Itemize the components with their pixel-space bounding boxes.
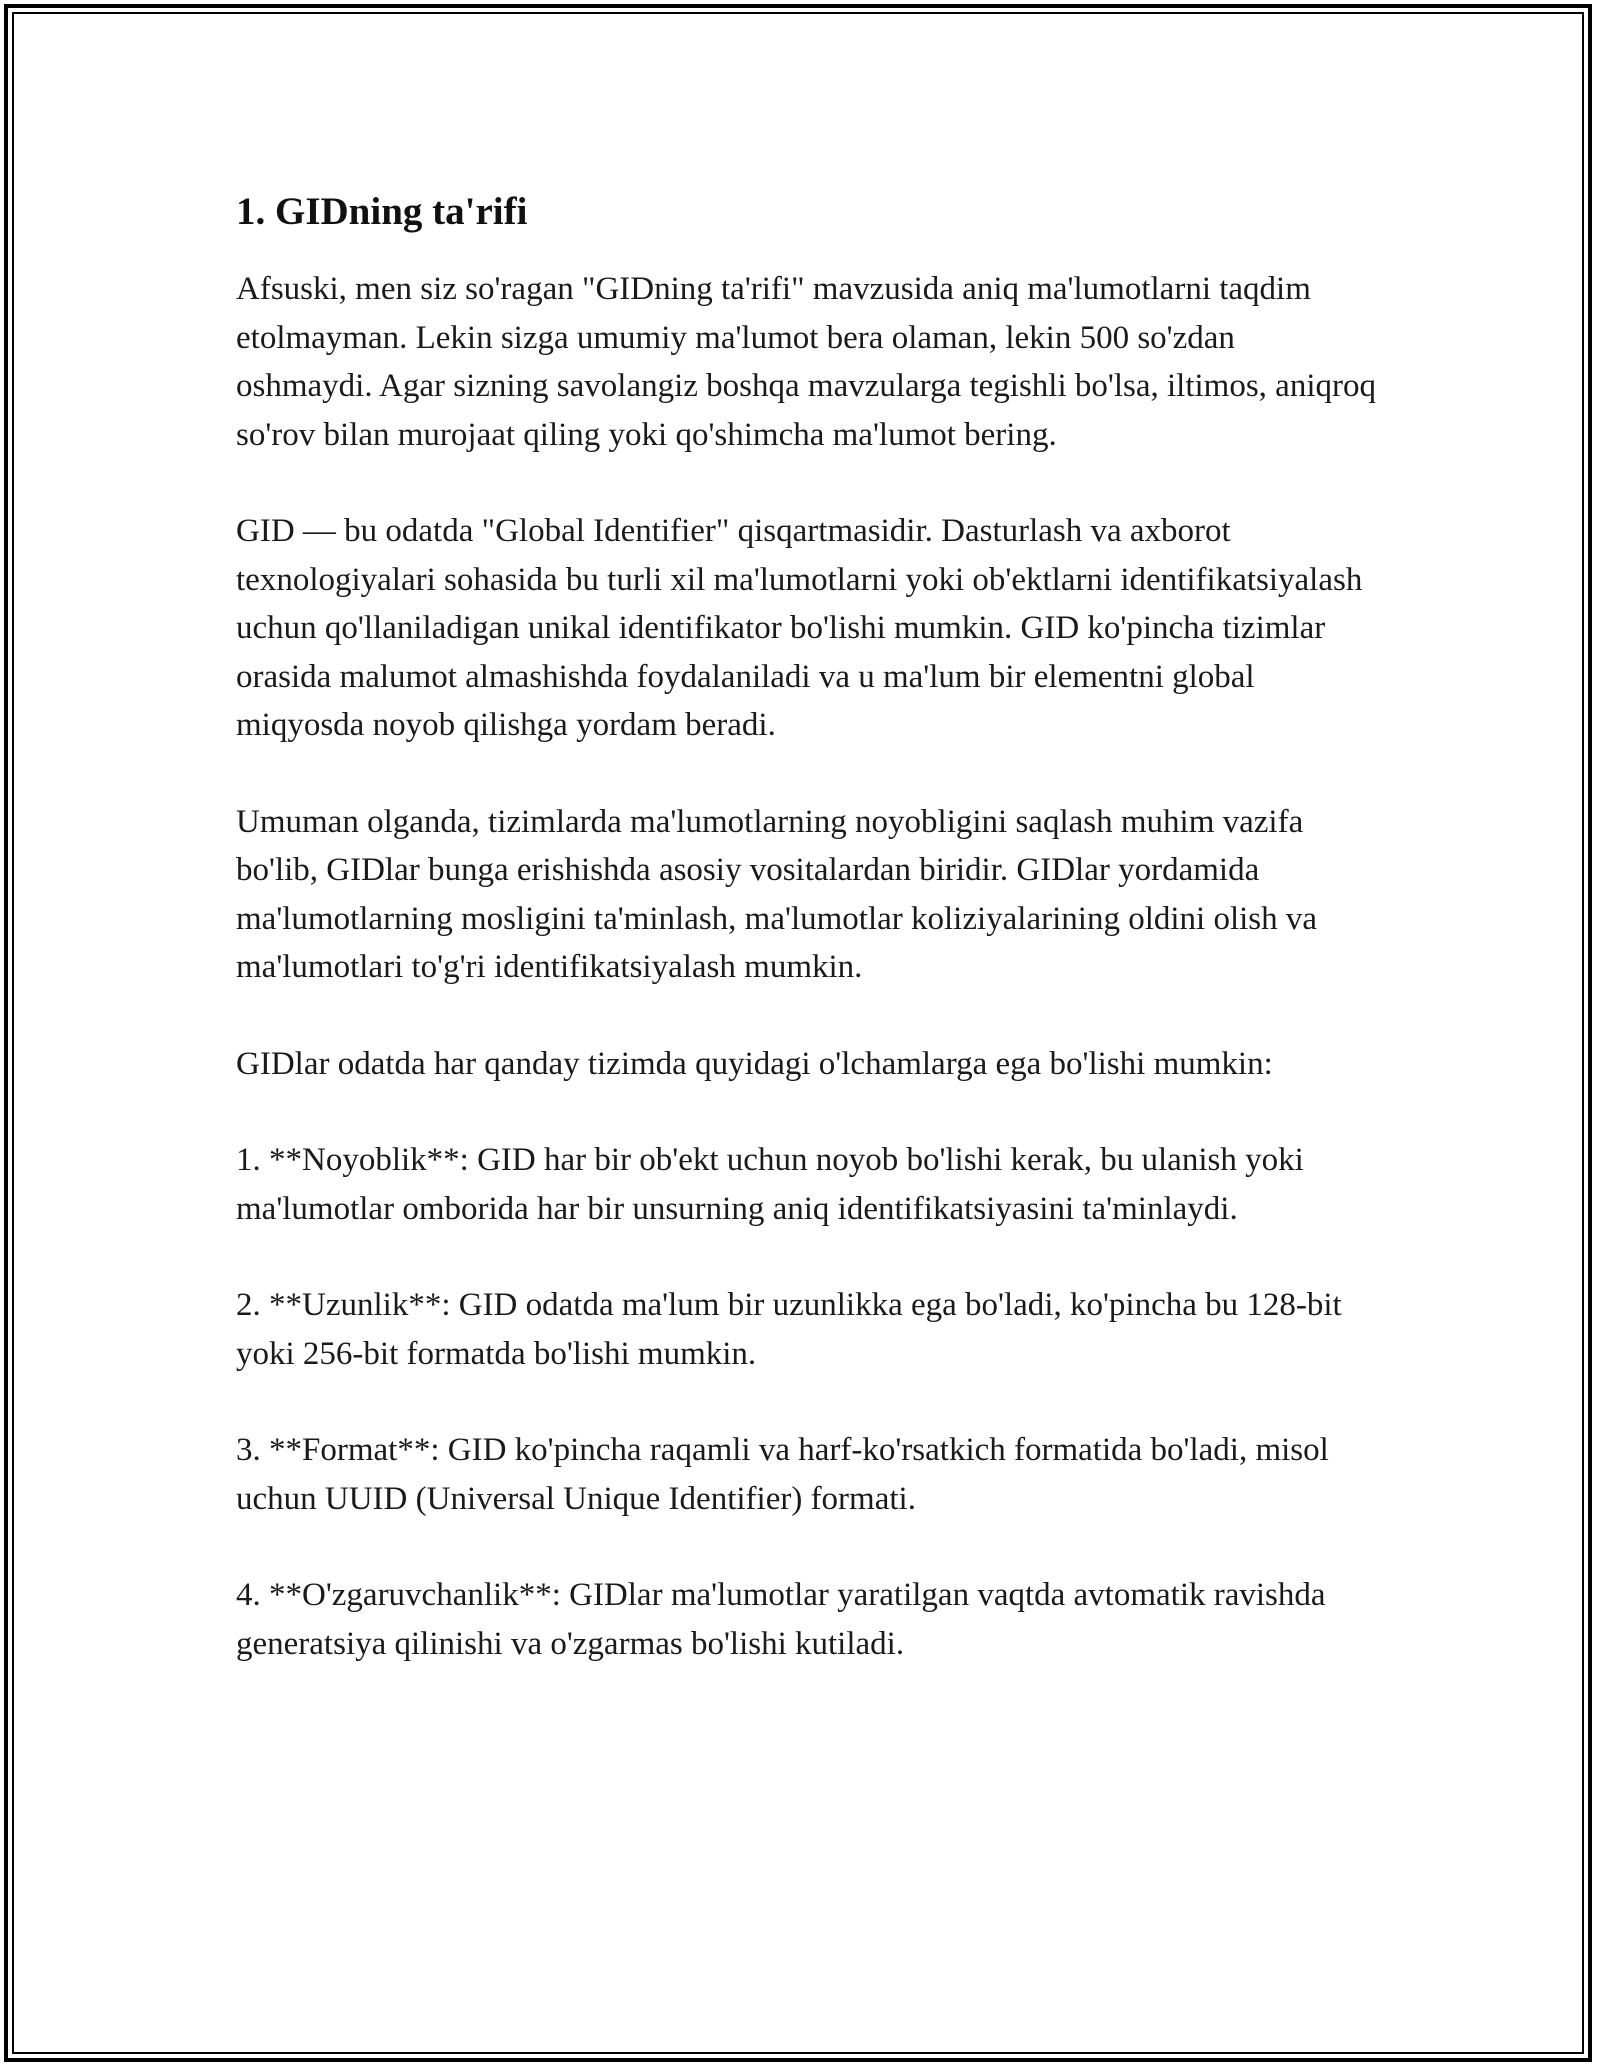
paragraph-summary: Umuman olganda, tizimlarda ma'lumotlarning noyobligini saqlash muhim vazifa bo'lib, GIDlar bunga erishishda asosiy vositalardan biridir. GIDlar yordamida ma'lumotlarning mosligini ta'minlash, ma'lumotlar koliziyalarining oldini olish va ma'lumotlari to'g'ri identifikatsiyalash mumkin. (236, 803, 1318, 985)
list-item-uniqueness: 1. **Noyoblik**: GID har bir ob'ekt uchun noyob bo'lishi kerak, bu ulanish yoki ma'lumotlar omborida har bir unsurning aniq identifikatsiyasini ta'minlaydi. (236, 1142, 1304, 1227)
paragraph-intro: Afsuski, men siz so'ragan "GIDning ta'rifi" mavzusida aniq ma'lumotlarni taqdim etolmayman. Lekin sizga umumiy ma'lumot bera olaman, lekin 500 so'zdan oshmaydi. Agar sizning savolangiz boshqa mavzularga tegishli bo'lsa, iltimos, aniqroq so'rov bilan murojaat qiling yoki qo'shimcha ma'lumot bering. (236, 271, 1376, 453)
paragraph-definition: GID — bu odatda "Global Identifier" qisqartmasidir. Dasturlash va axborot texnologiyalari sohasida bu turli xil ma'lumotlarni yoki ob'ektlarni identifikatsiyalash uchun qo'llaniladigan unikal identifikator bo'lishi mumkin. GID ko'pincha tizimlar orasida malumot almashishda foydalaniladi va u ma'lum bir elementni global miqyosda noyob qilishga yordam beradi. (236, 513, 1363, 743)
paragraph-list-intro: GIDlar odatda har qanday tizimda quyidagi o'lchamlarga ega bo'lishi mumkin: (236, 1045, 1273, 1082)
list-item-immutability: 4. **O'zgaruvchanlik**: GIDlar ma'lumotlar yaratilgan vaqtda avtomatik ravishda generatsiya qilinishi va o'zgarmas bo'lishi kutiladi. (236, 1577, 1326, 1662)
list-item-length: 2. **Uzunlik**: GID odatda ma'lum bir uzunlikka ega bo'ladi, ko'pincha bu 128-bit yoki 256-bit formatda bo'lishi mumkin. (236, 1287, 1342, 1372)
document-body (236, 185, 1376, 1716)
document-title: 1. GIDning ta'rifi (236, 190, 528, 233)
list-item-format: 3. **Format**: GID ko'pincha raqamli va harf-ko'rsatkich formatida bo'ladi, misol uchun UUID (Universal Unique Identifier) formati. (236, 1432, 1329, 1517)
